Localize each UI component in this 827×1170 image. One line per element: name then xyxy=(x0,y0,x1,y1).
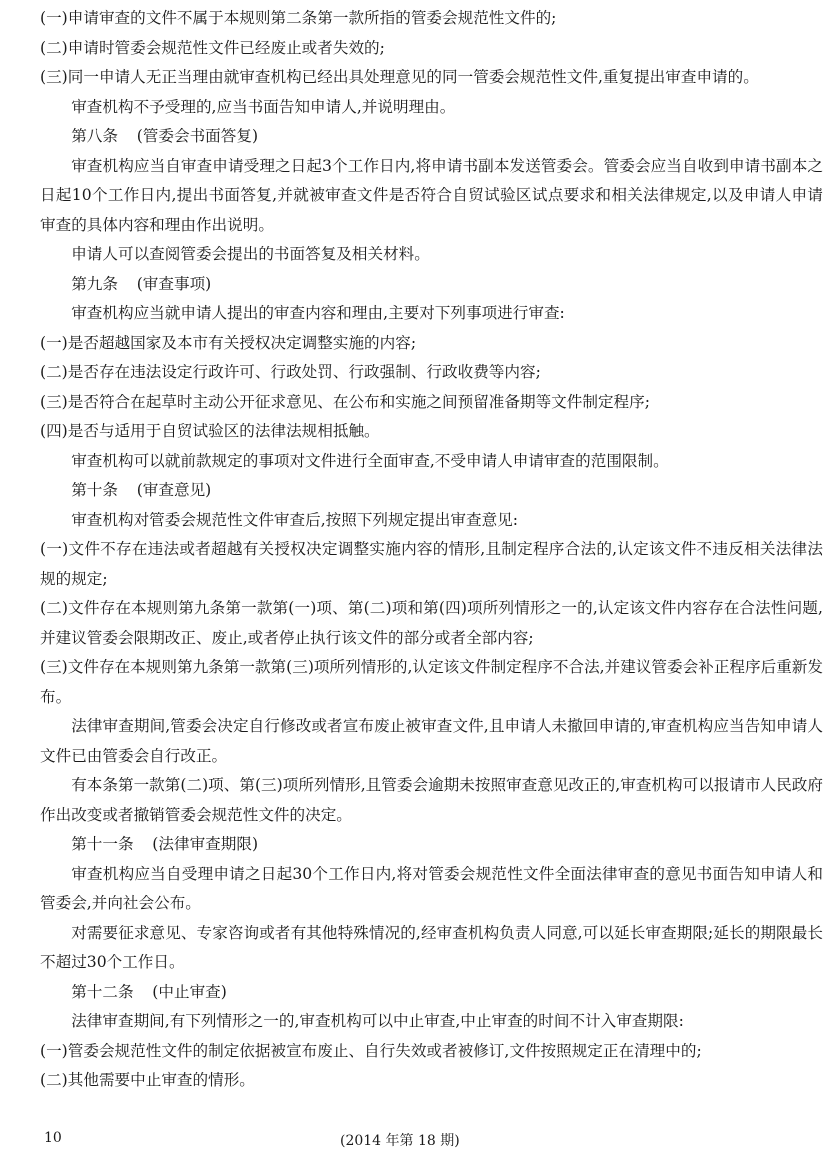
page-footer xyxy=(0,1130,827,1160)
article-number: 第十一条 xyxy=(71,835,134,853)
article-title: (管委会书面答复) xyxy=(136,127,259,145)
body-paragraph: 审查机构可以就前款规定的事项对文件进行全面审查,不受申请人申请审查的范围限制。 xyxy=(71,451,669,470)
body-paragraph: 审查机构对管委会规范性文件审查后,按照下列规定提出审查意见: xyxy=(71,510,519,529)
body-paragraph: 审查机构应当自受理申请之日起30个工作日内,将对管委会规范性文件全面法律审查的意见书面告知申请人和管委会,并向社会公布。 xyxy=(40,864,823,912)
list-item: (一)管委会规范性文件的制定依据被宣布废止、自行失效或者被修订,文件按照规定正在清理中的; xyxy=(40,1041,702,1060)
article-number: 第九条 xyxy=(71,274,118,293)
article-heading xyxy=(40,270,823,300)
article-heading xyxy=(40,476,823,506)
article-title: (中止审查) xyxy=(152,982,227,1001)
list-item: (一)申请审查的文件不属于本规则第二条第一款所指的管委会规范性文件的; xyxy=(40,9,557,27)
issue-label: (2014 年第 18 期) xyxy=(340,1133,460,1149)
article-title: (法律审查期限) xyxy=(152,835,259,853)
page-number: 10 xyxy=(44,1130,62,1146)
article-heading xyxy=(40,978,823,1008)
article-heading xyxy=(40,830,823,860)
list-item: (二)文件存在本规则第九条第一款第(一)项、第(二)项和第(四)项所列情形之一的,认定该文件内容存在合法性问题,并建议管委会限期改正、废止,或者停止执行该文件的部分或者全部内容; xyxy=(40,599,823,647)
list-item: (二)是否存在违法设定行政许可、行政处罚、行政强制、行政收费等内容; xyxy=(40,363,541,381)
list-item: (四)是否与适用于自贸试验区的法律法规相抵触。 xyxy=(40,422,380,440)
body-paragraph: 对需要征求意见、专家咨询或者有其他特殊情况的,经审查机构负责人同意,可以延长审查期限;延长的期限最长不超过30个工作日。 xyxy=(40,923,823,971)
list-item: (三)同一申请人无正当理由就审查机构已经出具处理意见的同一管委会规范性文件,重复提出审查申请的。 xyxy=(40,68,759,86)
article-title: (审查事项) xyxy=(136,274,212,293)
list-item: (二)申请时管委会规范性文件已经废止或者失效的; xyxy=(40,38,385,57)
list-item: (一)文件不存在违法或者超越有关授权决定调整实施内容的情形,且制定程序合法的,认定该文件不违反相关法律法规的规定; xyxy=(40,540,823,588)
list-item: (三)是否符合在起草时主动公开征求意见、在公布和实施之间预留准备期等文件制定程序; xyxy=(40,392,650,411)
article-number: 第十条 xyxy=(71,481,118,499)
list-item: (三)文件存在本规则第九条第一款第(三)项所列情形的,认定该文件制定程序不合法,并建议管委会补正程序后重新发布。 xyxy=(40,658,823,706)
article-number: 第十二条 xyxy=(71,982,134,1001)
body-paragraph: 审查机构应当就申请人提出的审查内容和理由,主要对下列事项进行审查: xyxy=(71,304,565,322)
body-paragraph: 法律审查期间,管委会决定自行修改或者宣布废止被审查文件,且申请人未撤回申请的,审查机构应当告知申请人文件已由管委会自行改正。 xyxy=(40,717,823,765)
article-heading xyxy=(40,122,823,152)
body-paragraph: 审查机构不予受理的,应当书面告知申请人,并说明理由。 xyxy=(71,97,456,116)
body-paragraph: 审查机构应当自审查申请受理之日起3个工作日内,将申请书副本发送管委会。管委会应当自收到申请书副本之日起10个工作日内,提出书面答复,并就被审查文件是否符合自贸试验区试点要求和相关法律规定,以及申请人申请审查的具体内容和理由作出说明。 xyxy=(40,156,823,234)
list-item: (一)是否超越国家及本市有关授权决定调整实施的内容; xyxy=(40,333,417,352)
body-paragraph: 有本条第一款第(二)项、第(三)项所列情形,且管委会逾期未按照审查意见改正的,审查机构可以报请市人民政府作出改变或者撤销管委会规范性文件的决定。 xyxy=(40,776,823,824)
document-body xyxy=(40,4,823,1096)
body-paragraph: 申请人可以查阅管委会提出的书面答复及相关材料。 xyxy=(71,245,430,263)
article-number: 第八条 xyxy=(71,127,118,145)
list-item: (二)其他需要中止审查的情形。 xyxy=(40,1071,255,1089)
body-paragraph: 法律审查期间,有下列情形之一的,审查机构可以中止审查,中止审查的时间不计入审查期限: xyxy=(71,1012,684,1030)
article-title: (审查意见) xyxy=(136,481,212,499)
